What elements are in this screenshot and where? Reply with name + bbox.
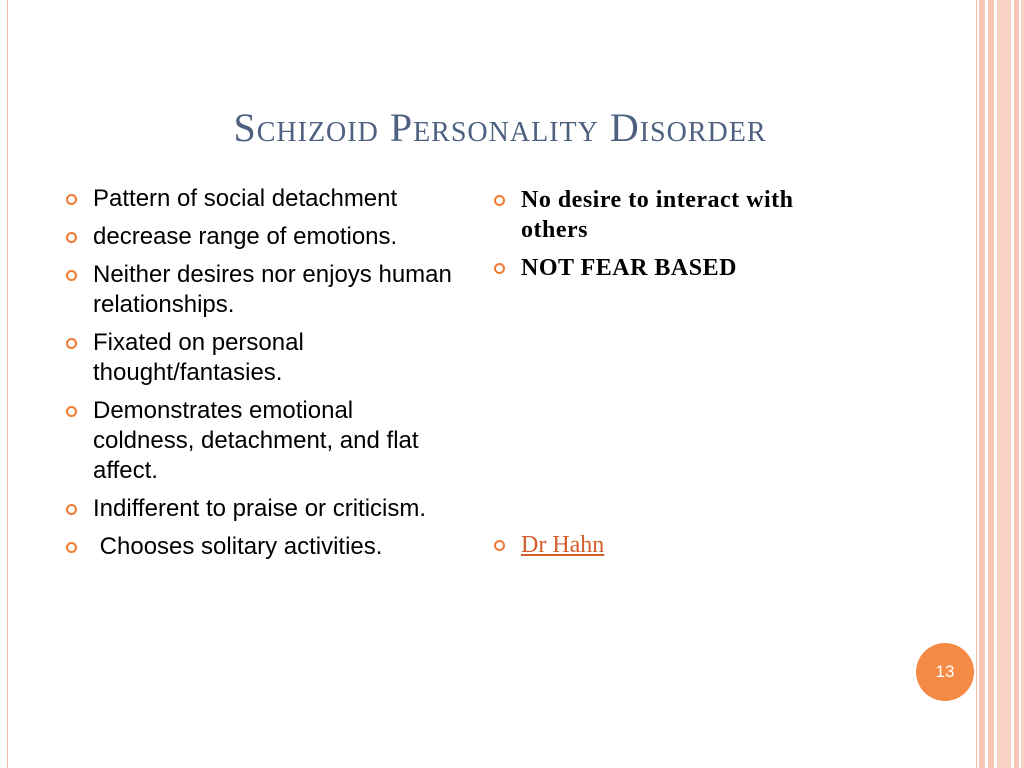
- left-bullet-list: [64, 184, 454, 570]
- circle-bullet-icon: [66, 270, 77, 281]
- circle-bullet-icon: [66, 232, 77, 243]
- bullet-text: No desire to interact with others: [521, 187, 794, 243]
- bullet-text: Chooses solitary activities.: [93, 533, 383, 560]
- circle-bullet-icon: [66, 406, 77, 417]
- bullet-text: Demonstrates emotional coldness, detachment, and flat affect.: [93, 397, 419, 484]
- list-item: [64, 222, 454, 252]
- list-item: [64, 396, 454, 486]
- bullet-text: Indifferent to praise or criticism.: [93, 495, 427, 522]
- list-item: [492, 185, 852, 245]
- circle-bullet-icon: [66, 194, 77, 205]
- list-item: [64, 494, 454, 524]
- circle-bullet-icon: [494, 540, 505, 551]
- list-item: [492, 253, 852, 283]
- author-link-item: [492, 530, 604, 560]
- decorative-stripe: [1014, 0, 1019, 768]
- bullet-text: Neither desires nor enjoys human relationships.: [93, 261, 452, 318]
- bullet-text: Fixated on personal thought/fantasies.: [93, 329, 304, 386]
- bullet-text: decrease range of emotions.: [93, 223, 398, 250]
- page-number-badge: 13: [916, 643, 974, 701]
- right-bullet-list: [492, 185, 852, 291]
- decorative-stripe: [997, 0, 1011, 768]
- circle-bullet-icon: [66, 504, 77, 515]
- circle-bullet-icon: [66, 542, 77, 553]
- bullet-text: Pattern of social detachment: [93, 185, 398, 212]
- circle-bullet-icon: [494, 195, 505, 206]
- slide-title: Schizoid Personality Disorder: [233, 105, 767, 150]
- circle-bullet-icon: [494, 263, 505, 274]
- list-item: [64, 260, 454, 320]
- author-link[interactable]: Dr Hahn: [521, 532, 605, 558]
- decorative-stripe: [988, 0, 994, 768]
- list-item: [64, 328, 454, 388]
- bullet-text: NOT FEAR BASED: [521, 255, 737, 281]
- list-item: [64, 184, 454, 214]
- list-item: [64, 532, 454, 562]
- decorative-stripe: [979, 0, 985, 768]
- circle-bullet-icon: [66, 338, 77, 349]
